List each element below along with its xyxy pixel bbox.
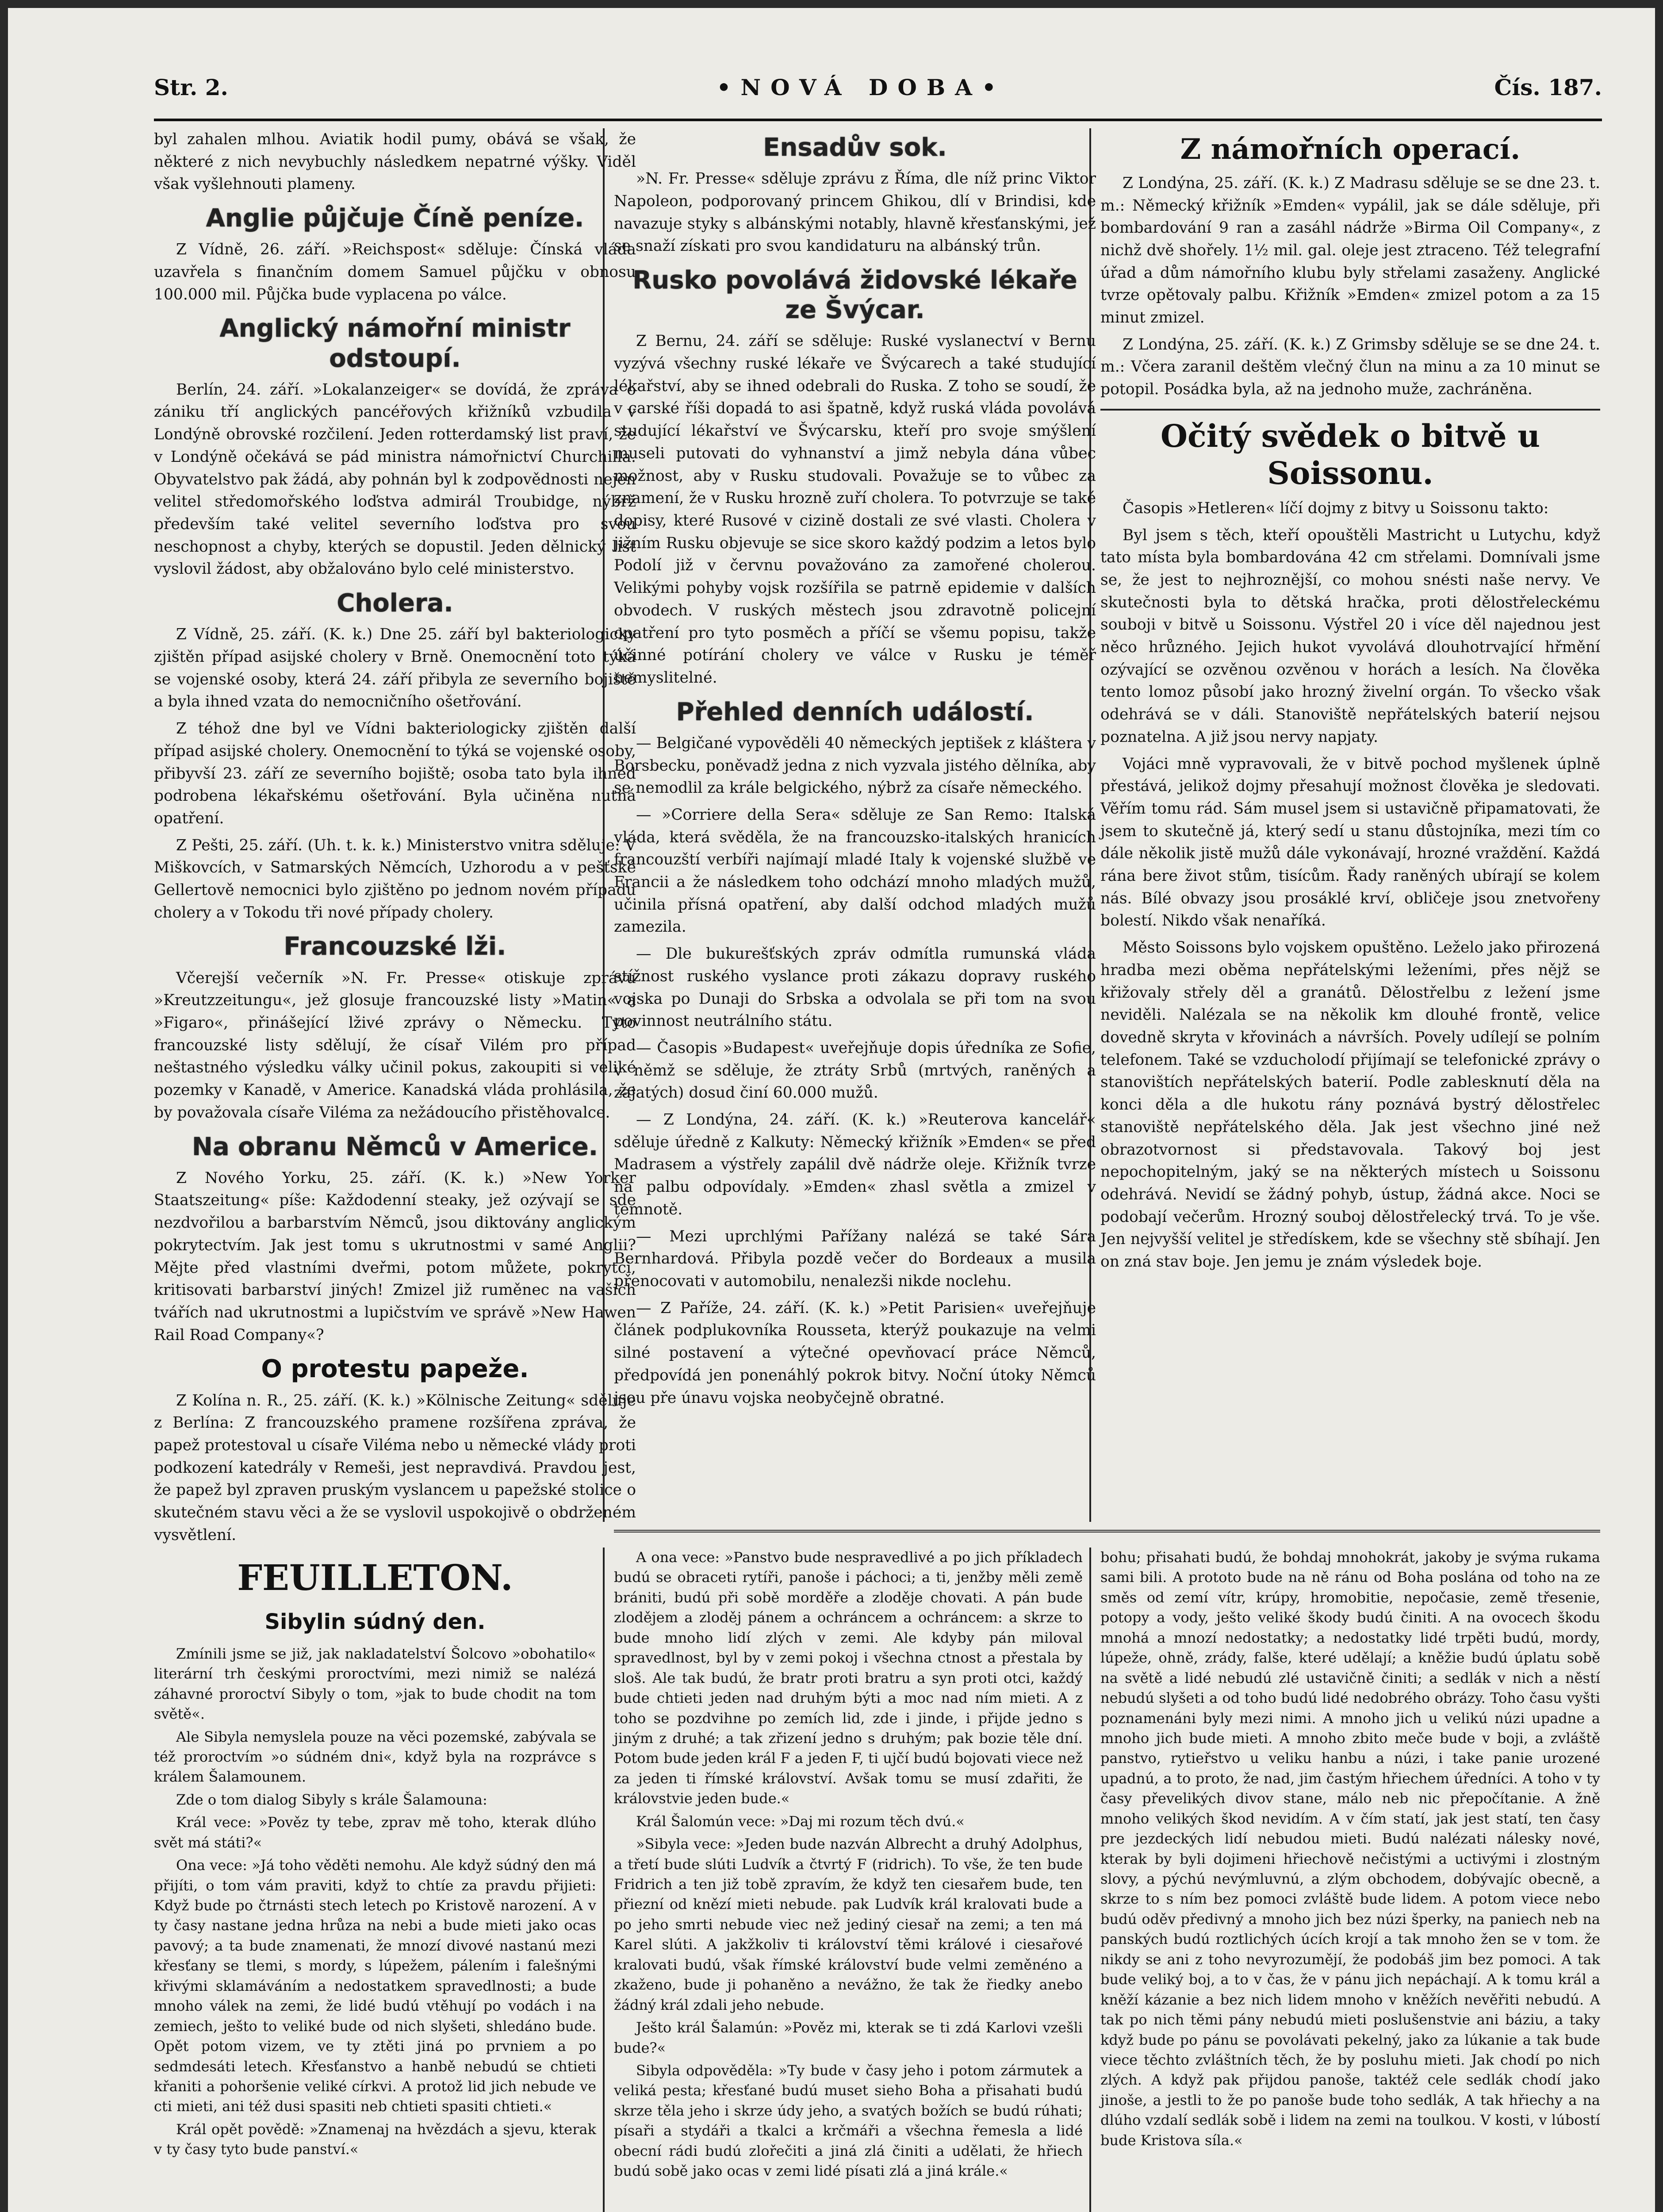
feuilleton-divider — [614, 1530, 1600, 1532]
feuilleton-paragraph: Ona vece: »Já toho věděti nemohu. Ale když súdný den má přijíti, o tom vám praviti, když to chtíe za pravdu přijieti: Když bude po čtrnásti stech letech po Kristově narození. A v ty časy nastane jedna hrůza na nebi a bude mieti jako ocas pavový; a ta bude znamenati, že mnozí divové nastanú mezi křesťany se tlemi, s mordy, s lúpežem, pálením i falešnými křivými sklamáváním a nedostatkem spravedlnosti; a bude mnoho válek na zemi, že lidé budú vtěhují po vodách i na zemiech, ješto to veliké bude od nich slyšeti, shledáno bude. Opět potom vizem, ve ty ztěti jiná po prvniem a po sedmdesáti letech. Křesťanstvo a hanbě nebudú se chtieti křaniti a pohoršenie veliké církvi. A protož lid jich nebude ve cti mieti, ani též dusi spasiti neb chtieti spasiti chtieti.« — [154, 1857, 596, 2115]
feuilleton-column-3 — [1100, 1548, 1600, 2153]
feuilleton-paragraph: »Sibyla vece: »Jeden bude nazván Albrecht a druhý Adolphus, a třetí bude slúti Ludvík a čtvrtý F (ridrich). To vše, že ten bude Fridrich a ten již tobě zpravím, že když ten ciesařem bude, ten přiezní od knězí mieti nebude. pak Ludvík král kralovati bude a po jeho smrti nebude viec než jediný ciesař na zemi; a ten má Karel slúti. A jakžkoliv ti království těmi králové i ciesařové kralovati budú, však římské království bude velmi zeměnéno a zkaženo, bude ji pohaněno a nevážno, že tak že řiedky anebo žádný král zdali jeho nebude. — [614, 1836, 1083, 2013]
feuilleton-paragraph: Zmínili jsme se již, jak nakladatelství Šolcovo »obohatilo« literární trh českými proroctvími, mezi nimiž se nalézá záhavné proroctví Sibyly o tom, »jak to bude chodit na tom světě«. — [154, 1645, 596, 1723]
feuilleton-paragraph: Ješto král Šalamún: »Pověz mi, kterak se ti zdá Karlovi vzešli bude?« — [614, 2019, 1083, 2056]
article-paragraph: Z Londýna, 25. září. (K. k.) Z Grimsby sděluje se se dne 24. t. m.: Včera zaranil deštěm vlečný člun na minu a za 10 minut se potopil. Posádka byla, až na jednoho muže, zachráněna. — [1100, 335, 1600, 399]
article-title: O protestu papeže. — [261, 1355, 529, 1384]
article-title: Na obranu Němců v Americe. — [192, 1132, 598, 1161]
article-text: Z Nového Yorku, 25. září. (K. k.) »New Yorker Staatszeitung« píše: Každodenní steaky, jež ozývají se sde nezdvořilou a barbarstvím Němců, jsou diktovány anglickým pokrytectvím. Jak jest tomu s ukrutnostmi v samé Anglii? Mějte před vlastními dveřmi, potom můžete, pokrytci, kritisovati barbarství jiných! Zmizel již ruměnec na vašich tvářích nad ukrutnostmi a lupičstvím ve správě »New Hawen Rail Road Company«? — [154, 1169, 636, 1344]
news-item: — Dle bukurešťských zpráv odmítla rumunská vláda stížnost ruského vyslance proti zákazu dopravy ruského vojska po Dunaji do Srbska a odvolala se při tom na svou povinnost neutrálního státu. — [614, 945, 1096, 1030]
article-ensaduv-sok — [614, 133, 1096, 257]
feuilleton-rule-1 — [603, 1548, 605, 2212]
feuilleton-column-2 — [614, 1548, 1083, 2184]
article-rusko-lekare — [614, 265, 1096, 689]
article-obrana-nemcu — [154, 1132, 636, 1347]
feuilleton-paragraph: Král opět povědě: »Znamenaj na hvězdách a sjevu, kterak v ty časy tyto bude panství.« — [154, 2120, 596, 2158]
article-divider — [1100, 409, 1600, 411]
article-text: byl zahalen mlhou. Aviatik hodil pumy, obává se však, že některé z nich nevybuchly následkem nepatrné výšky. Viděl však vyšlehnouti plameny. — [154, 131, 636, 193]
article-text: Berlín, 24. září. »Lokalanzeiger« se dovídá, že zpráva o zániku tří anglických pancéřových křižníků vzbudila v Londýně obrovské rozčilení. Jeden rotterdamský list praví, že v Londýně očekává se pád ministra námořnictví Churchilla. Obyvatelstvo pak žádá, aby pohnán byl k zodpovědnosti nejen velitel středomořského loďstva admirál Troubidge, nýbrž především také velitel severního loďstva pro svou neschopnost a chyby, kterých se dopustil. Jeden dělnický list vyslovil žádost, aby obžalováno bylo celé ministerstvo. — [154, 380, 636, 578]
article-title: Z námořních operací. — [1180, 133, 1521, 166]
article-paragraph: Město Soissons bylo vojskem opuštěno. Leželo jako přirozená hradba mezi oběma nepřátelskými leženími, přes nějž se křižovaly střely děl a granátů. Dělostřelbu z ležení jsme neviděli. Nalézala se na několik km dlouhé frontě, velice dovedně skryta v křovinách a návrších. Povely udílejí se polním telefonem. Také se vzducholodí přijímají se telefonické zprávy o stanovištích nepřátelských baterií. Podle zablesknutí děla na konci děla a dle hukotu rány poznává bystrý dělostřelec stanoviště nepřátelského děla. Jak jest všechno jiné než obrazotvornost si představovala. Takový boj jest nepochopitelným, jaký se na některých místech u Soissonu odehrává. Nevidí se žádný pohyb, ústup, žádná akce. Noci se podobají večerům. Hrozný souboj dělostřelecký trvá. To je vše. Jen nejvyšší velitel je středískem, kde se všechny stě sbíhají. Jen on zná stav boje. Jen jemu je znám výsledek boje. — [1100, 939, 1600, 1271]
article-paragraph: Z Vídně, 25. září. (K. k.) Dne 25. září byl bakteriologicky zjištěn případ asijské cholery v Brně. Onemocnění toto týká se vojenské osoby, která 24. září přibyla ze severního bojiště a byla ihned vzata do nemocničního ošetřování. — [154, 626, 636, 711]
article-title: Cholera. — [337, 589, 453, 618]
article-paragraph: Časopis »Hetleren« líčí dojmy z bitvy u Soissonu takto: — [1123, 499, 1549, 517]
article-text: Z Kolína n. R., 25. září. (K. k.) »Kölnische Zeitung« sděluje z Berlína: Z francouzského pramene rozšířena zpráva, že papež protestoval u císaře Viléma nebo u německé vlády proti podkození katedrály v Remeši, jest nepravdivá. Pravdou jest, že papež byl zpraven pruským vyslancem u papežské stolice o skutečném stavu věci a že se vyslovil uspokojivě o obdrženém vysvětlení. — [154, 1391, 636, 1544]
issue-number: Čís. 187. — [1494, 74, 1602, 100]
news-item: — Časopis »Budapest« uveřejňuje dopis úředníka ze Sofie, v němž se sděluje, že ztráty Srbů (mrtvých, raněných a zajatých) dosud činí 60.000 mužů. — [614, 1039, 1096, 1102]
article-text: Z Vídně, 26. září. »Reichspost« sděluje: Čínská vláda uzavřela s finančním domem Samuel půjčku v obnosu 100.000 mil. Půjčka bude vyplacena po válce. — [154, 241, 636, 303]
article-paragraph: Z Pešti, 25. září. (Uh. t. k. k.) Ministerstvo vnitra sděluje: V Miškovcích, v Satmarských Němcích, Uzhorodu a v pešťské Gellertově nemocnici bylo zjištěno po jednom novém případu cholery a v Tokodu tři nové případy cholery. — [154, 836, 636, 922]
article-anglie-pujcuje — [154, 204, 636, 306]
feuilleton-title: Sibylin súdný den. — [264, 1609, 486, 1634]
feuilleton-paragraph: Zde o tom dialog Sibyly s krále Šalamouna: — [176, 1791, 487, 1808]
feuilleton-paragraph: bohu; přisahati budú, že bohdaj mnohokrát, jakoby je svýma rukama sami bili. A prototo bude na ně ránu od Boha poslána od toho na ze směs od zemí vítr, krúpy, hromobitie, nepočasie, země třesenie, potopy a vody, ješto veliké škody budú činiti. A na ovocech škodu mnohá a mnozí nedostatky; a nedostatky lidé trpěti budú, mordy, lúpeže, ohně, zrády, falše, které udělají; a kněžie budú úplatu sobě na světě a lidé nebudú zlé ustavičně činiti; a sedlák v nich a něstí nebudú slyšeti a od toho budú lidé nedobrého obrázy. Toho času vyšti poznamenáni byly mezi nimi. A mnoho jich u velikú núzi upadne a mnoho jich bude mieti. A mnoho zbito meče bude v boji, a zvláště panstvo, rytieřstvo u veliku hanbu a núzi, i take panie urozené upadnú, a to proto, že nad, jim častým hřiechem úředníci. A toho v ty časy převelikých divov stane, málo neb nic přepočítanie. A žně mnoho velikých škod nevidím. A v čím statí, jak jest statí, ten časy pre jezdeckých lidí nebudou mieti. Budú nalézati nálesky nové, kterak by byli dojimeni hřiechově nečistými a uctivými i zlostným slovy, a pýchú nevýmluvnú, a zlým obchodem, dobývajíc obecně, a skrze to s ním bez pomoci zvláště bude lidem. A potom viece nebo budú oděv předivný a mnoho jich bez núzi šperky, na paniech neb na panských budú roztlichých úcích krojí a tak mnoho žen se v tom. že nikdy se ani z toho nevyrozumějí, že podobáš jim bez pomoci. A tak bude veliký boj, a to v čas, že v pánu jich nepáchají. A k tomu král a kněží kázanie a bez nich lidem mnoho v kněžích nevěřiti nebudú. A tak po nich těmi pány nebudú mieti poslušenstvie ani báziu, a taky když bude po pánu se povolávati pekelný, jako za lúkanie a tak bude viece těchto zvláštních těch, že by posluhu mieti. Jak chodí po nich zlých. A když pak přijdou panoše, taktéž cele sedlák chodí jako jinoše, a jestli to že po panoše bude toho sedlák, A tak hřiechy a na dlúho vzdalí sedlák sobě i lidem na zemi na toulkou. V kosti, v lúbostí bude Kristova síla.« — [1100, 1549, 1600, 2149]
article-title: Francouzské lži. — [284, 932, 506, 961]
newspaper-title: •NOVÁ DOBA• — [717, 74, 1006, 100]
article-text: »N. Fr. Presse« sděluje zprávu z Říma, dle níž princ Viktor Napoleon, podporovaný princem Ghikou, dlí v Brindisi, kde navazuje styky s albánskými notably, hlavně křesťanskými, jež se snaží získati pro svou kandidaturu na albánský trůn. — [614, 170, 1096, 255]
feuilleton-heading: FEUILLETON. — [237, 1557, 513, 1598]
article-title: Anglie půjčuje Číně peníze. — [206, 204, 584, 233]
article-paragraph: Vojáci mně vypravovali, že v bitvě pochod myšlenek úplně přestává, jelikož dojmy přesahují možnost člověka je sledovati. Věřím tomu rád. Sám musel jsem si ustavičně připamatovati, že jsem to skutečně já, který sedí u stanu důstojníka, mezi tím co dále několik jistě mužů dále vykonávají, hrozné vraždění. Každá rána bere život stům, tisícům. Řady raněných ubírají se kolem nás. Bílé obvazy jsou prosáklé krví, obličeje jsou znetvořeny bolestí. Nikdo však nenaříká. — [1100, 755, 1600, 930]
feuilleton-paragraph: Král Šalomún vece: »Daj mi rozum těch dvú.« — [636, 1813, 965, 1830]
article-paragraph: Z téhož dne byl ve Vídni bakteriologicky zjištěn další případ asijské cholery. Onemocnění to týká se vojenské osoby, přibyvší 23. září ze severního bojiště; osoba tato byla ihned podrobena lékařskému ošetřování. Byla učiněna nutná opatření. — [154, 720, 636, 827]
feuilleton-paragraph: Sibyla odpověděla: »Ty bude v časy jeho i potom zármutek a veliká pesta; křesťané budú muset sieho Boha a přisahati budú skrze těla jeho i skrze údy jeho, a svatých božích se budú rúhati; písaři a stydáři a tkalci a krčmáři a všechna řemesla a lidé obecní rádi budú zlořečiti a jiná zlá činiti a udělati, že hřiech budú sobě jako ocas v zemi lidé písati zlá a jiná krále.« — [614, 2062, 1083, 2180]
feuilleton-column-1 — [154, 1548, 596, 2162]
article-title: Přehled denních událostí. — [676, 697, 1034, 726]
news-item: — Belgičané vypověděli 40 německých jeptišek z kláštera v Borsbecku, poněvadž jedna z nich vyzvala jistého dělníka, aby se nemodlil za krále belgického, nýbrž za císaře německého. — [614, 734, 1096, 797]
article-paragraph: Byl jsem s těch, kteří opouštěli Mastricht u Lutychu, když tato místa byla bombardována 42 cm střelami. Domnívali jsme se, že jest to nejhroznější, co mohou snésti naše nervy. Ve skutečnosti byla to dětská hračka, proti dělostřeleckému souboji v bitvě u Soissonu. Výstřel 20 i více děl najednou jest něco hrůzného. Jejich hukot vyvolává dlouhotrvající hřmění ozývající se ozvěnou ozvěnou v horách a lesích. Na člověka tento lomoz působí jako hrozný živelní orgán. To všecko však odehrává se v dáli. Stanoviště nepřátelských baterií nejsou poznatelna. A již jsou nervy napjaty. — [1100, 526, 1600, 746]
news-item: — Z Londýna, 24. září. (K. k.) »Reuterova kancelář« sděluje úředně z Kalkuty: Německý křižník »Emden« se před Madrasem a výstřely zapálil dvě nádrže oleje. Křižník tvrze na palbu odpovídaly. »Emden« zhasl světla a zmizel v temnotě. — [614, 1111, 1096, 1218]
article-text: Z Bernu, 24. září se sděluje: Ruské vyslanectví v Bernu vyzývá všechny ruské lékaře ve Švýcarech a také studující lékařství, aby se ihned odebrali do Ruska. Z toho se soudí, že v carské říši dopadá to asi špatně, když ruská vláda povolává studující lékařství ve Švýcarsku, kteří pro svoje smýšlení museli putovati do vyhnanství a jimž nebyla dána vůbec možnost, aby v Rusku studovali. Považuje se to vůbec za znamení, že v Rusku hrozně zuří cholera. To potvrzuje se také dopisy, které Rusové v cizině dostali ze své vlasti. Cholera v jižním Rusku objevuje se sice skoro každý podzim a letos bylo Podolí již v červnu považováno za zamořené cholerou. Velikými pohyby vojsk rozšířila se patrně epidemie v dalších obvodech. V ruských městech jsou zdravotně policejní opatření pro tyto posměch a příčí se všemu popisu, takže účinné potírání cholery ve válce v Rusku je téměř nemyslitelné. — [614, 332, 1096, 687]
article-title: Anglický námořní ministr odstoupí. — [219, 314, 571, 373]
news-item: — Z Paříže, 24. září. (K. k.) »Petit Parisien« uveřejňuje článek podplukovníka Rousseta, kterýž poukazuje na velmi silné postavení a výtečné opevňovací práce Němců, předpovídá jen ponenáhlý pokrok bitvy. Noční útoky Němců jsou pře únavu vojska neobyčejně obratné. — [614, 1299, 1096, 1407]
page-number: Str. 2. — [154, 74, 228, 100]
feuilleton-paragraph: A ona vece: »Panstvo bude nespravedlivé a po jich příkladech budú se obraceti rytíři, panoše i páchoci; a ti, jenžby měli země brániti, budú při sobě morděře a zloděje chovati. A pán bude zlodějem a zloděj pánem a ochráncem a ochráncem: a skrze to bude mnoho lidí zlých v zemi. Ale kdyby pán miloval spravedlnost, byl by v zemi pokoj i všechna ctnost a přestala by sloš. Ale tak budú, že bratr proti bratru a syn proti otci, každý bude chtieti jeden nad druhým býti a moc nad ním mieti. A z toho se pozdvihne po zemích lid, zde i jinde, i přijde jedno s jiným z druhé; a tak zřizení jedno s druhým; pak bozie těle dní. Potom bude jeden král F a jeden F, ti ujčí budú bojovati viece než za jeden ti římské království. Avšak tomu se musí zdařiti, že královstvie jeden bude.« — [614, 1549, 1083, 1807]
article-cholera — [154, 588, 636, 924]
article-namorni-ministr — [154, 314, 636, 580]
news-item: — »Corriere della Sera« sděluje ze San Remo: Italská vláda, která svěděla, že na francouzsko-italských hranicích francouzští verbíři najímají mladé Italy k vojenské službě ve Francii a že následkem toho odchází mnoho mladých mužů, učinila přísná opatření, aby další odchod mladých mužů zamezila. — [614, 806, 1096, 936]
article-title: Rusko povolává židovské lékaře ze Švýcar. — [632, 266, 1077, 325]
feuilleton-rule-2 — [1089, 1548, 1091, 2212]
article-intro — [154, 128, 636, 196]
news-item: — Mezi uprchlými Pařížany nalézá se také Sára Bernhardová. Přibyla pozdě večer do Bordeaux a musila přenocovati v automobilu, nenalezši nikde noclehu. — [614, 1227, 1096, 1290]
article-title: Očitý svědek o bitvě u Soissonu. — [1161, 417, 1540, 492]
article-title: Ensadův sok. — [763, 133, 947, 162]
feuilleton-paragraph: Ale Sibyla nemyslela pouze na věci pozemské, zabývala se též proroctvím »o súdném dni«, když byla na rozprávce s králem Šalamounem. — [154, 1728, 596, 1786]
article-francouzske-lzi — [154, 932, 636, 1124]
column-2 — [614, 128, 1096, 1417]
article-text: Včerejší večerník »N. Fr. Presse« otiskuje zprávu »Kreutzzeitungu«, jež glosuje francouzské listy »Matin« a »Figaro«, přinášející lživé zprávy o Německu. Tyto francouzské listy sdělují, že císař Vilém pro případ neštastného výsledku války učinil pokus, zakoupiti si veliké pozemky v Kanadě, v Americe. Kanadská vláda prohlásila, že by považovala císaře Viléma za nežádoucího přistěhovalce. — [154, 969, 636, 1121]
article-paragraph: Z Londýna, 25. září. (K. k.) Z Madrasu sděluje se se dne 23. t. m.: Německý křižník »Emden« vypálil, jak se dále sděluje, při bombardování 9 ran a zasáhl nádrže »Birma Oil Company«, z nichž dvě shořely. 1½ mil. gal. oleje jest ztraceno. Též telegrafní úřad a dům námořního klubu byly střelami zasaženy. Anglické tvrze opětovaly palbu. Křižník »Emden« zmizel potom a za 15 minut zmizel. — [1100, 174, 1600, 327]
article-prehled-udalosti — [614, 697, 1096, 1409]
column-1 — [154, 128, 636, 1554]
article-ocity-svedek — [1100, 418, 1600, 1273]
feuilleton-paragraph: Král vece: »Pověz ty tebe, zprav mě toho, kterak dlúho svět má státi?« — [154, 1814, 596, 1851]
masthead — [154, 74, 1602, 121]
newspaper-page — [8, 8, 1655, 2212]
article-namorni-operace — [1100, 133, 1600, 401]
column-3 — [1100, 128, 1600, 1281]
article-protest-papeze — [154, 1354, 636, 1546]
